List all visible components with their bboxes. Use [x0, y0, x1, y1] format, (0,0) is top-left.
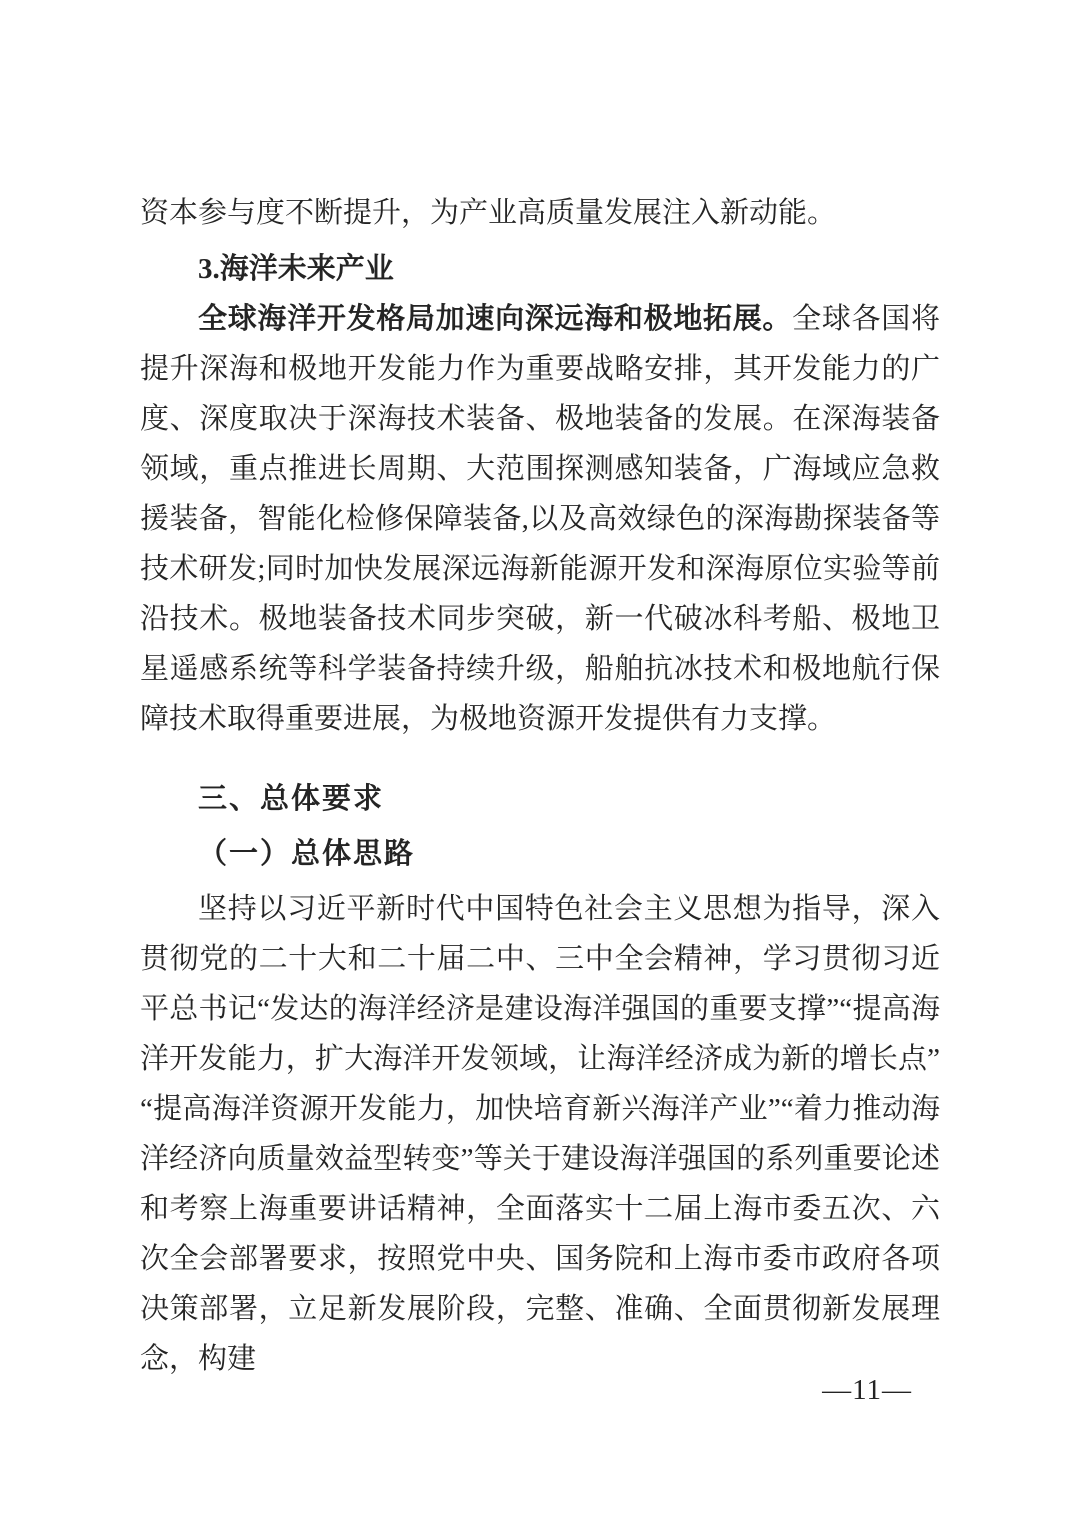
paragraph-guiding-principles: 坚持以习近平新时代中国特色社会主义思想为指导，深入贯彻党的二十大和二十届二中、三中全会精神，学习贯彻习近平总书记“发达的海洋经济是建设海洋强国的重要支撑”“提高海洋开发能力，扩大海洋开发领域，让海洋经济成为新的增长点”“提高海洋资源开发能力，加快培育新兴海洋产业”“着力推动海洋经济向质量效益型转变”等关于建设海洋强国的系列重要论述和考察上海重要讲话精神，全面落实十二届上海市委五次、六次全会部署要求，按照党中央、国务院和上海市委市政府各项决策部署，立足新发展阶段，完整、准确、全面贯彻新发展理念，构建 — [140, 893, 940, 1375]
document-content — [140, 188, 940, 1384]
paragraph-marine-future — [140, 294, 940, 744]
heading-marine-future-industry: 3.海洋未来产业 — [198, 253, 394, 285]
paragraph-lead-bold: 全球海洋开发格局加速向深远海和极地拓展。 — [198, 303, 793, 335]
paragraph-body-text: 全球各国将提升深海和极地开发能力作为重要战略安排，其开发能力的广度、深度取决于深海技术装备、极地装备的发展。在深海装备领域，重点推进长周期、大范围探测感知装备，广海域应急救援装备，智能化检修保障装备,以及高效绿色的深海勘探装备等技术研发;同时加快发展深远海新能源开发和深海原位实验等前沿技术。极地装备技术同步突破，新一代破冰科考船、极地卫星遥感系统等科学装备持续升级，船舶抗冰技术和极地航行保障技术取得重要进展，为极地资源开发提供有力支撑。 — [140, 303, 940, 735]
paragraph-continuation: 资本参与度不断提升，为产业高质量发展注入新动能。 — [140, 197, 837, 229]
heading-overall-approach: （一）总体思路 — [198, 838, 416, 870]
heading-overall-requirements: 三、总体要求 — [198, 783, 385, 815]
page-number: —11— — [822, 1374, 912, 1406]
